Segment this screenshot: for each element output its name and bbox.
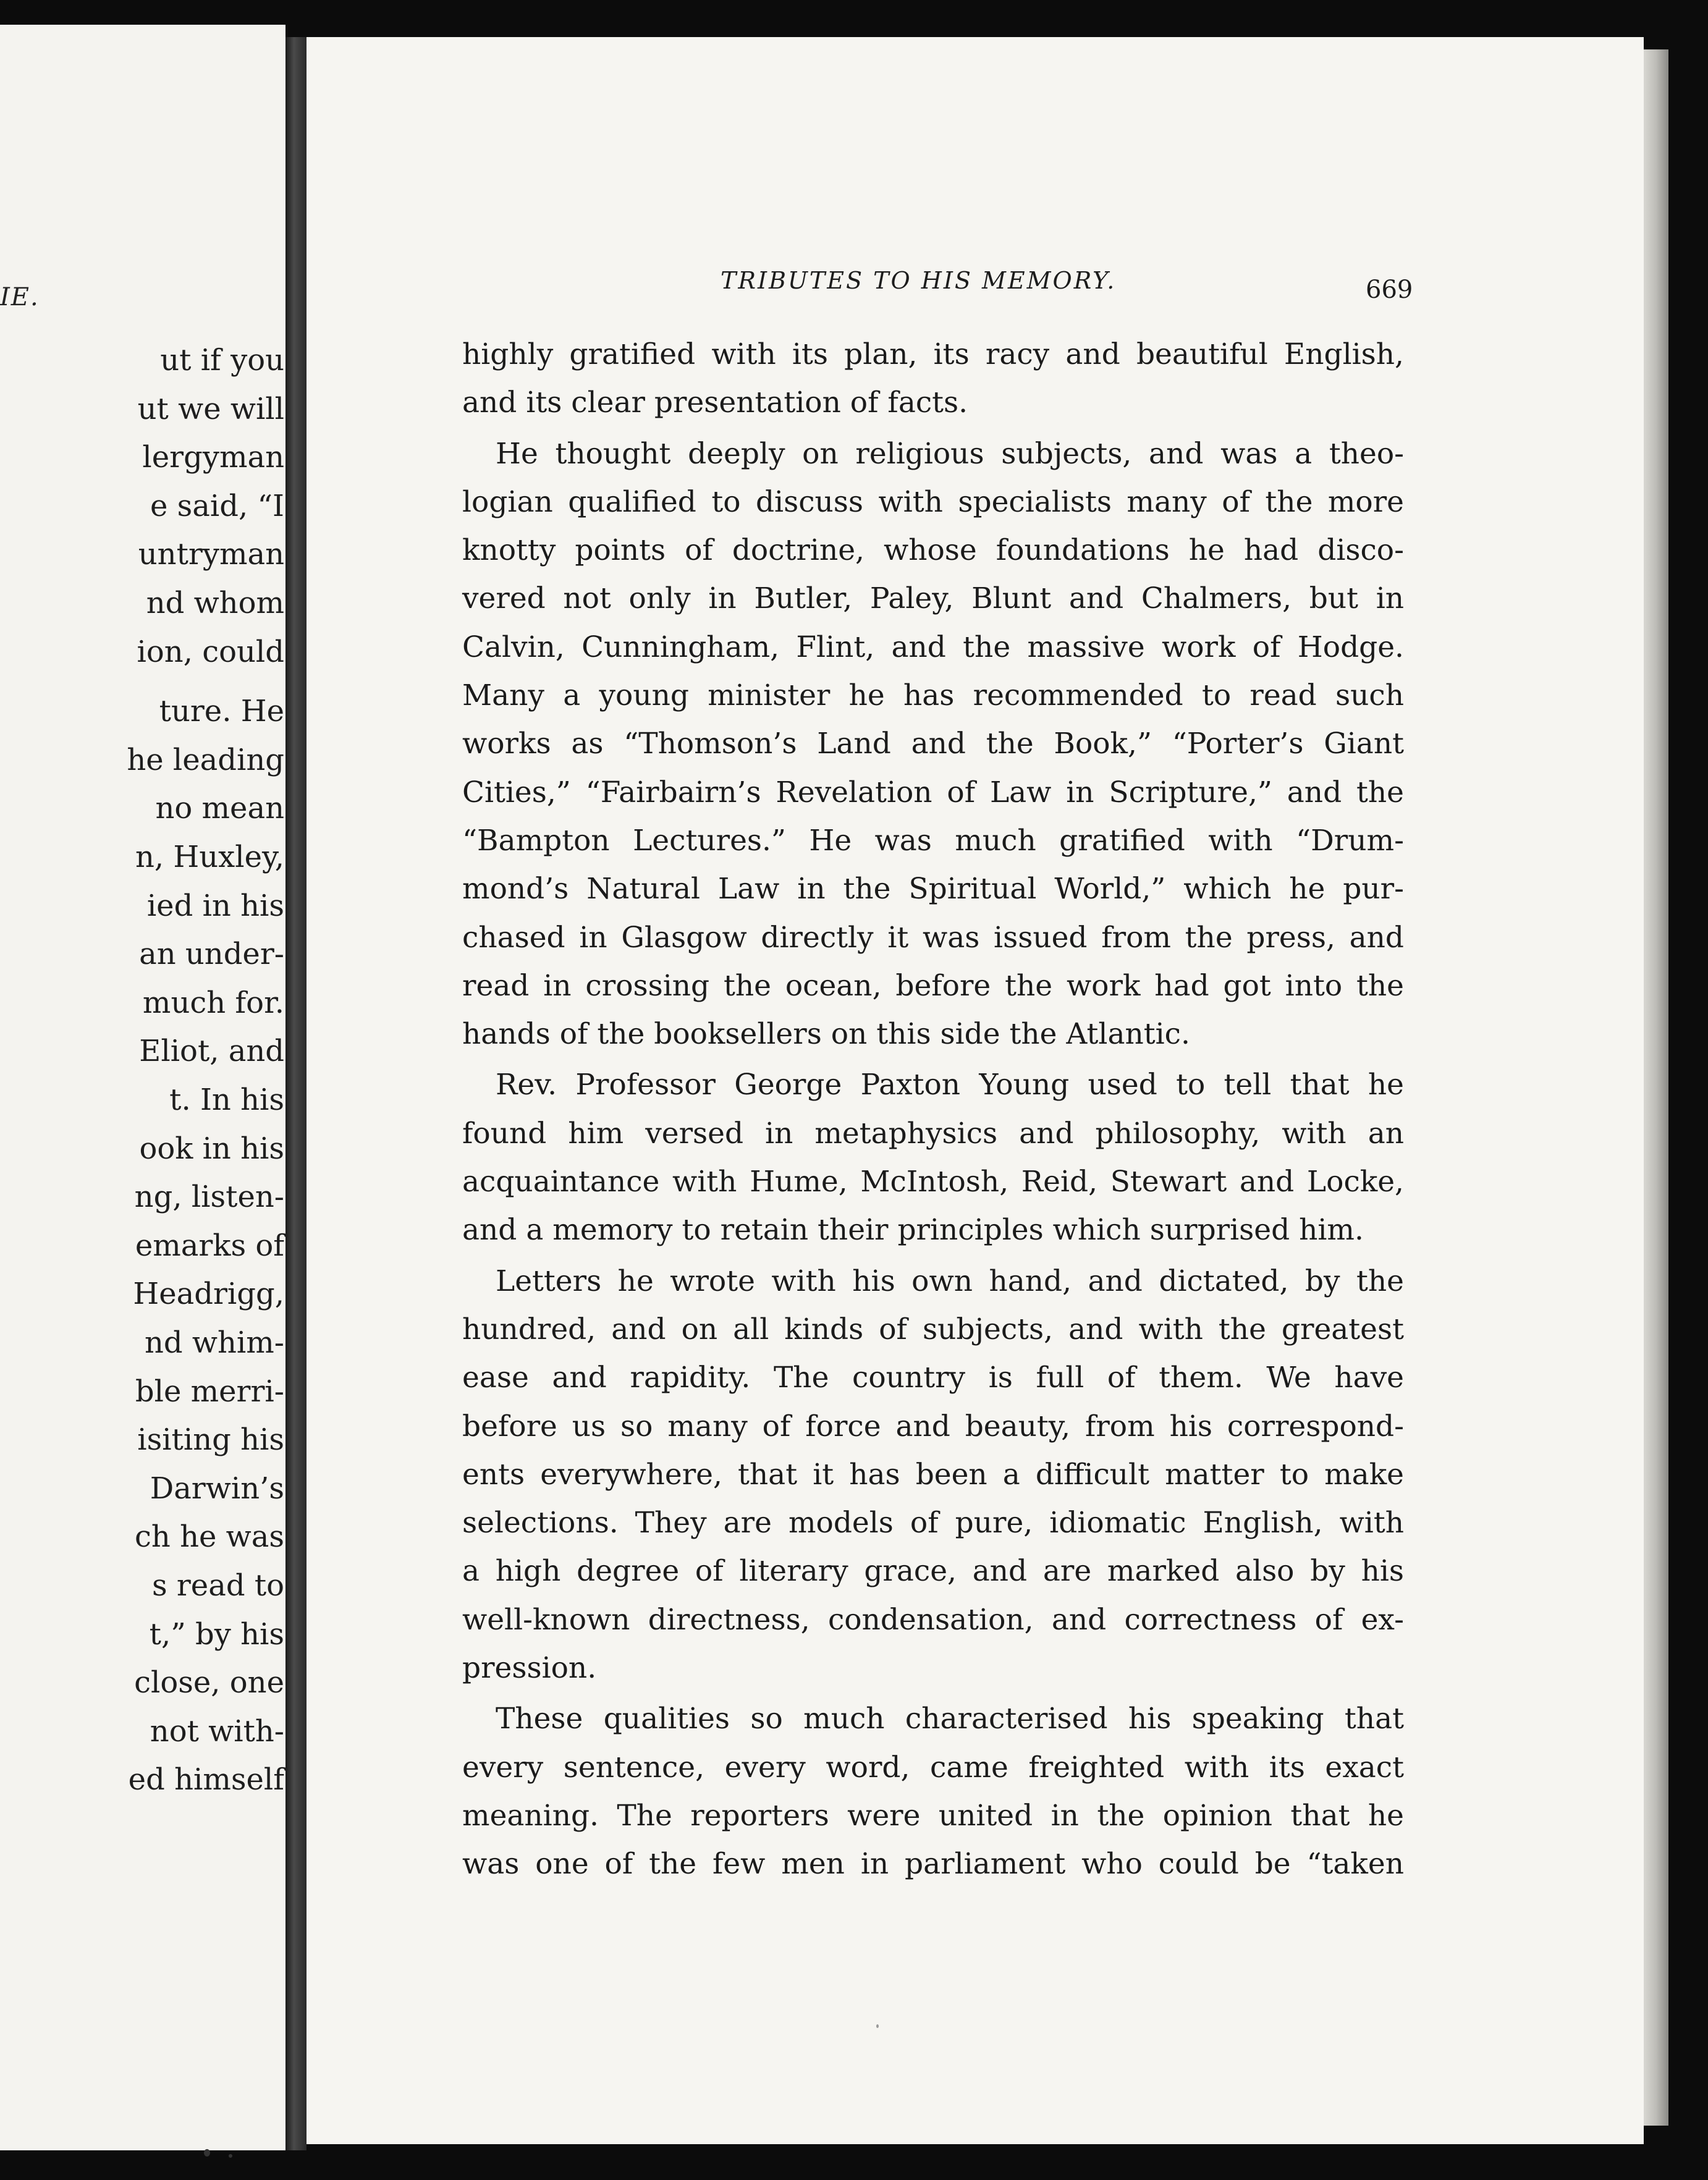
left-facing-page <box>0 25 285 2150</box>
scan-speck <box>204 2149 210 2157</box>
body-line: acquaintance with Hume, McIntosh, Reid, Stewart and Locke, <box>462 1165 1404 1199</box>
body-line: knotty points of doctrine, whose foundations he had disco- <box>462 533 1404 568</box>
scan-speck <box>229 2154 232 2158</box>
body-line: hands of the booksellers on this side the Atlantic. <box>462 1017 1190 1052</box>
body-line: “Bampton Lectures.” He was much gratified with “Drum- <box>462 823 1404 858</box>
left-page-line: emarks of <box>135 1228 284 1263</box>
left-page-line: Headrigg, <box>133 1277 284 1312</box>
left-page-line: Eliot, and <box>139 1034 284 1069</box>
left-page-running-head: IE. <box>0 283 40 311</box>
body-line: Letters he wrote with his own hand, and dictated, by the <box>496 1264 1404 1298</box>
left-page-line: t,” by his <box>149 1616 284 1652</box>
left-page-line: ch he was <box>135 1519 284 1555</box>
body-line: chased in Glasgow directly it was issued from the press, and <box>462 920 1404 955</box>
left-page-line: e said, “I <box>150 488 284 523</box>
left-page-line: ut if you <box>160 343 284 378</box>
left-page-line: isiting his <box>137 1422 284 1458</box>
left-page-line: much for. <box>142 985 284 1020</box>
body-line: and a memory to retain their principles which surprised him. <box>462 1213 1364 1248</box>
body-line: Cities,” “Fairbairn’s Revelation of Law in Scripture,” and the <box>462 775 1404 809</box>
left-page-line: nd whom <box>146 586 284 620</box>
body-line: ents everywhere, that it has been a difficult matter to make <box>462 1457 1404 1492</box>
body-line: Rev. Professor George Paxton Young used to tell that he <box>496 1068 1404 1102</box>
body-line: selections. They are models of pure, idiomatic English, with <box>462 1506 1404 1540</box>
running-head: TRIBUTES TO HIS MEMORY. <box>721 267 1117 294</box>
body-line: found him versed in metaphysics and philosophy, with an <box>462 1116 1404 1151</box>
left-page-line: untryman <box>138 537 284 572</box>
body-line: hundred, and on all kinds of subjects, and with the greatest <box>462 1312 1404 1346</box>
left-page-line: ied in his <box>146 888 284 923</box>
left-page-line: n, Huxley, <box>135 840 284 874</box>
left-page-line: t. In his <box>169 1083 284 1117</box>
body-line: vered not only in Butler, Paley, Blunt and Chalmers, but in <box>462 581 1404 616</box>
left-page-line: ng, listen- <box>134 1180 284 1215</box>
body-line: Calvin, Cunningham, Flint, and the massive work of Hodge. <box>462 630 1404 664</box>
left-page-line: ook in his <box>139 1131 284 1166</box>
body-line: ease and rapidity. The country is full of them. We have <box>462 1361 1404 1395</box>
left-page-line: he leading <box>127 742 284 777</box>
left-page-line: Darwin’s <box>150 1471 284 1506</box>
left-page-line: not with- <box>150 1713 284 1749</box>
body-line: Many a young minister he has recommended to read such <box>462 678 1404 713</box>
page-edge-shadow <box>1644 49 1668 2126</box>
left-page-line: s read to <box>151 1568 284 1603</box>
body-line: meaning. The reporters were united in the opinion that he <box>462 1798 1404 1833</box>
left-page-line: no mean <box>155 791 284 826</box>
left-page-line: ture. He <box>159 694 284 729</box>
scan-speck <box>876 2024 879 2028</box>
body-line: works as “Thomson’s Land and the Book,” “Porter’s Giant <box>462 727 1404 761</box>
body-line: read in crossing the ocean, before the work had got into the <box>462 968 1404 1003</box>
body-line: before us so many of force and beauty, from his correspond- <box>462 1409 1404 1443</box>
body-line: highly gratified with its plan, its racy and beautiful English, <box>462 337 1404 371</box>
body-line: well-known directness, condensation, and correctness of ex- <box>462 1602 1404 1637</box>
left-page-line: ble merri- <box>135 1374 284 1409</box>
page-number: 669 <box>1366 276 1413 304</box>
body-line: every sentence, every word, came freighted with its exact <box>462 1750 1404 1785</box>
left-page-line: ut we will <box>137 391 284 426</box>
left-page-line: lergyman <box>142 440 284 475</box>
body-line: logian qualified to discuss with specialists many of the more <box>462 484 1404 519</box>
left-page-line: ed himself <box>128 1762 284 1798</box>
body-line: pression. <box>462 1651 597 1686</box>
body-line: He thought deeply on religious subjects, and was a theo- <box>496 436 1404 471</box>
left-page-line: nd whim- <box>145 1325 284 1360</box>
body-line: and its clear presentation of facts. <box>462 386 968 420</box>
body-text <box>462 331 1404 1889</box>
book-gutter <box>285 37 307 2150</box>
body-line: mond’s Natural Law in the Spiritual World,” which he pur- <box>462 872 1404 906</box>
left-page-line: an under- <box>139 937 284 972</box>
left-page-line: ion, could <box>137 634 284 669</box>
body-line: These qualities so much characterised his speaking that <box>496 1702 1404 1736</box>
body-line: was one of the few men in parliament who could be “taken <box>462 1847 1404 1882</box>
body-line: a high degree of literary grace, and are marked also by his <box>462 1554 1404 1589</box>
left-page-line: close, one <box>134 1665 284 1700</box>
